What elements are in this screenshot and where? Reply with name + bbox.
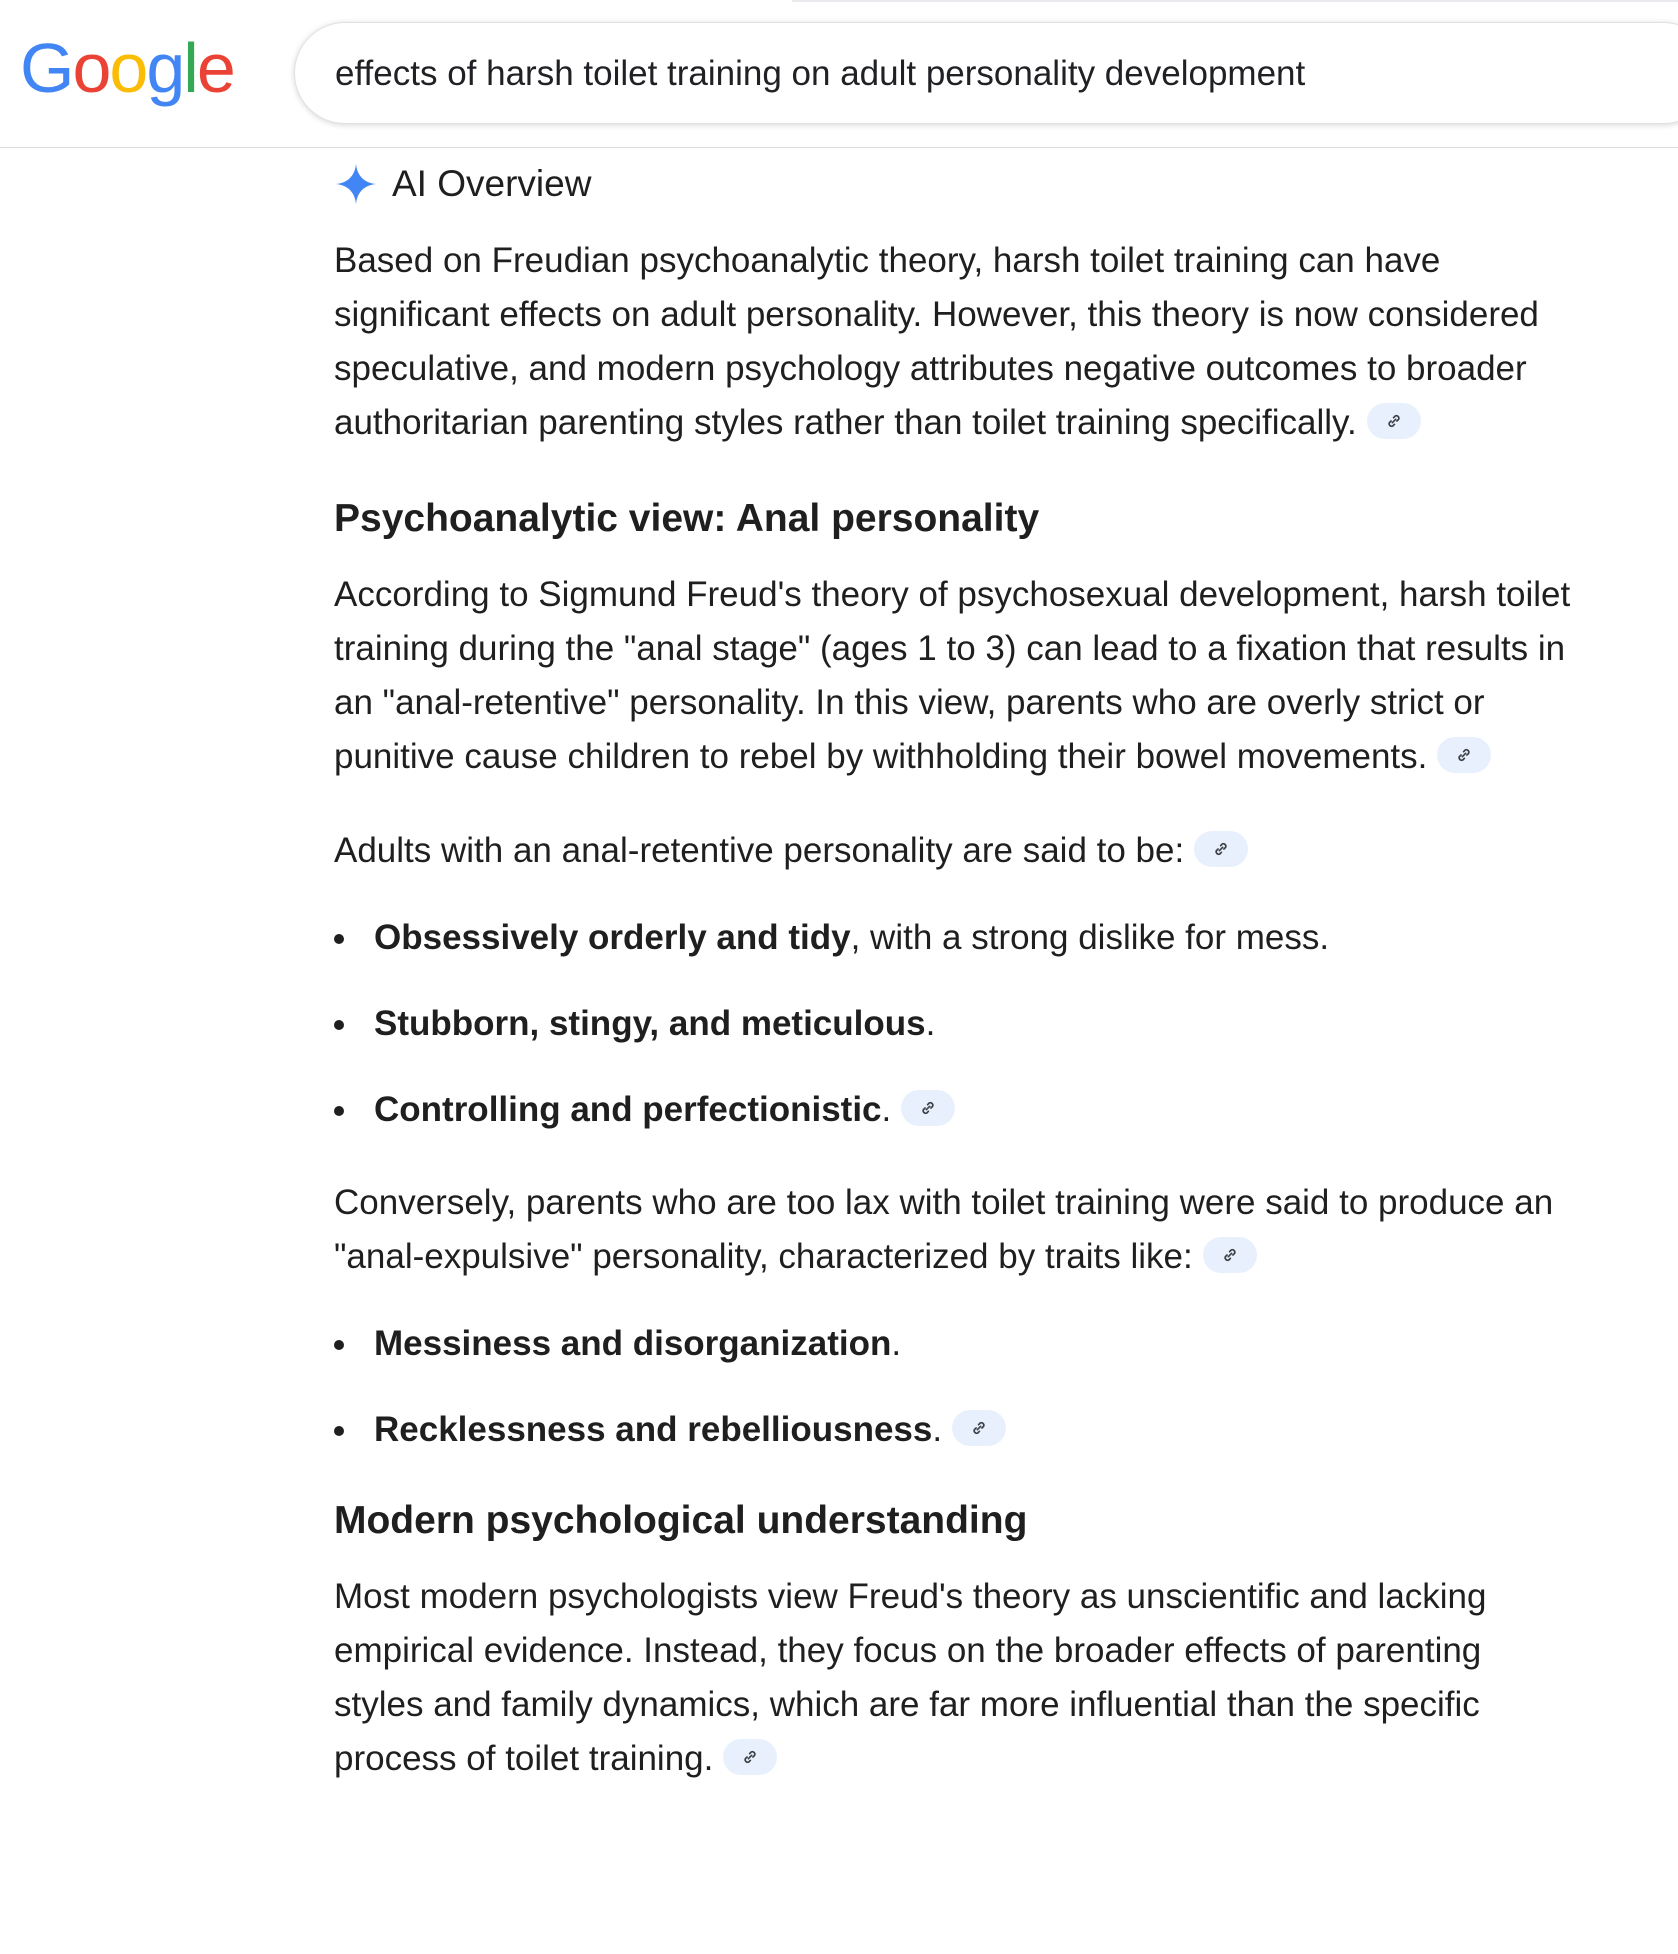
bullet-text: , with a strong dislike for mess.: [850, 918, 1330, 957]
paragraph-text: Adults with an anal-retentive personality are said to be:: [334, 831, 1185, 870]
intro-text: Based on Freudian psychoanalytic theory, harsh toilet training can have significant effects on adult personality. However, this theory is now considered speculative, and modern psychology attributes negative outcomes to broader authoritarian parenting styles rather than toilet training specifically.: [334, 241, 1539, 442]
search-input[interactable]: [335, 47, 1635, 101]
header: [0, 0, 1678, 148]
list-item: [334, 912, 1574, 964]
ai-overview: [334, 158, 1574, 1786]
logo-letter: o: [72, 29, 110, 107]
citation-chip[interactable]: [1194, 831, 1248, 867]
logo-letter: g: [146, 29, 184, 107]
link-icon: [1211, 839, 1231, 859]
bullet-text: .: [925, 1004, 936, 1043]
link-icon: [1454, 745, 1474, 765]
citation-chip[interactable]: [952, 1410, 1006, 1446]
link-icon: [1220, 1245, 1240, 1265]
paragraph-text: According to Sigmund Freud's theory of psychosexual development, harsh toilet training during the "anal stage" (ages 1 to 3) can lead to a fixation that results in an "anal-retentive" personality. In this view, parents who are overly strict or punitive cause children to rebel by withholding their bowel movements.: [334, 575, 1571, 776]
paragraph-text: Conversely, parents who are too lax with toilet training were said to produce an "anal-expulsive" personality, characterized by traits like:: [334, 1183, 1554, 1276]
section1-paragraph-1: [334, 568, 1574, 784]
bullet-bold: Obsessively orderly and tidy: [374, 918, 851, 957]
sparkle-icon: [334, 162, 378, 206]
bullet-bold: Messiness and disorganization: [374, 1324, 892, 1363]
link-icon: [969, 1418, 989, 1438]
section2-paragraph-1: [334, 1570, 1574, 1786]
list-item: [334, 1404, 1574, 1456]
top-divider: [792, 0, 1678, 2]
search-box[interactable]: [294, 22, 1678, 124]
bullet-text: .: [881, 1090, 892, 1129]
logo-letter: G: [20, 29, 73, 107]
bullet-bold: Stubborn, stingy, and meticulous: [374, 1004, 926, 1043]
logo-letter: e: [196, 29, 234, 107]
bullet-bold: Recklessness and rebelliousness: [374, 1410, 933, 1449]
citation-chip[interactable]: [1203, 1237, 1257, 1273]
section-heading: Psychoanalytic view: Anal personality: [334, 497, 1040, 540]
citation-chip[interactable]: [1367, 403, 1421, 439]
paragraph-text: Most modern psychologists view Freud's theory as unscientific and lacking empirical evidence. Instead, they focus on the broader effects of parenting styles and family dynamics, which are far more influential than the specific process of toilet training.: [334, 1577, 1487, 1778]
intro-paragraph: [334, 234, 1574, 450]
citation-chip[interactable]: [901, 1090, 955, 1126]
ai-overview-header: [334, 158, 1574, 210]
list-item: [334, 1318, 1574, 1370]
anal-retentive-traits-list: [334, 912, 1574, 1136]
bullet-text: .: [932, 1410, 943, 1449]
section1-paragraph-3: [334, 1176, 1574, 1284]
bullet-bold: Controlling and perfectionistic: [374, 1090, 882, 1129]
list-item: [334, 1084, 1574, 1136]
logo-letter: l: [183, 29, 197, 107]
bullet-text: .: [891, 1324, 902, 1363]
citation-chip[interactable]: [1437, 737, 1491, 773]
section-heading: Modern psychological understanding: [334, 1499, 1028, 1542]
google-logo[interactable]: [20, 28, 234, 108]
list-item: [334, 998, 1574, 1050]
ai-overview-title: AI Overview: [392, 163, 592, 204]
link-icon: [918, 1098, 938, 1118]
anal-expulsive-traits-list: [334, 1318, 1574, 1456]
link-icon: [1384, 411, 1404, 431]
logo-letter: o: [109, 29, 147, 107]
citation-chip[interactable]: [723, 1739, 777, 1775]
section1-paragraph-2: [334, 824, 1574, 878]
link-icon: [740, 1747, 760, 1767]
